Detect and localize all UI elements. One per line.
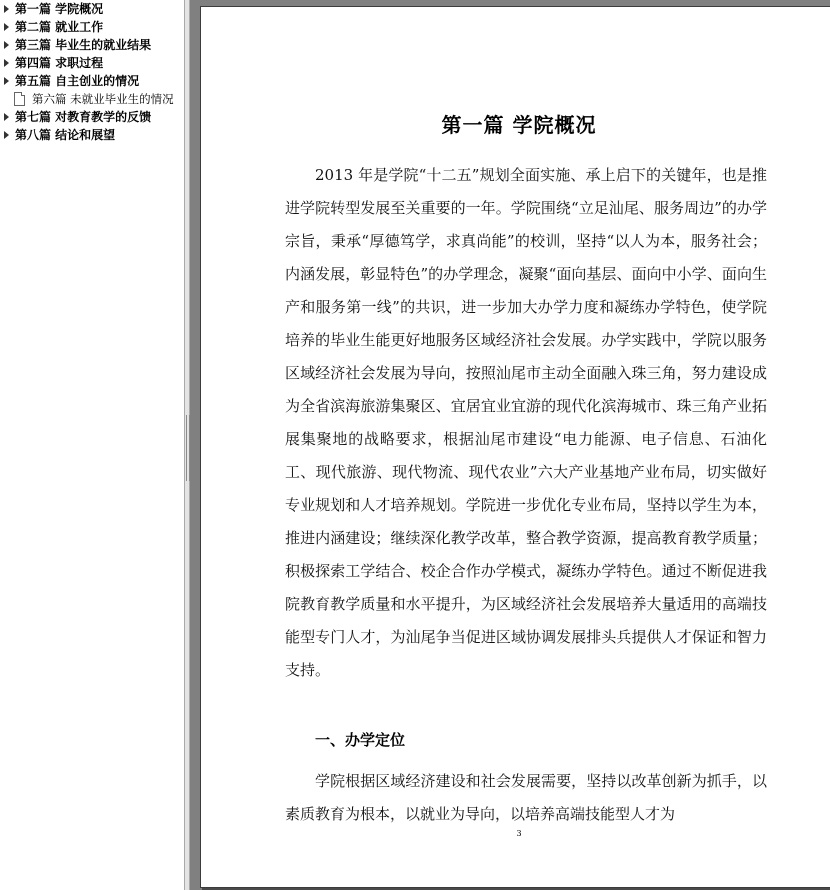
bookmark-item[interactable] <box>0 36 184 54</box>
bookmark-item[interactable] <box>0 90 184 108</box>
bookmark-label: 第八篇 结论和展望 <box>15 128 116 142</box>
bookmark-item[interactable] <box>0 18 184 36</box>
bookmark-item[interactable] <box>0 0 184 18</box>
section-heading: 一、办学定位 <box>315 731 406 749</box>
expand-triangle-icon[interactable] <box>4 131 9 139</box>
body-paragraph: 2013 年是学院“十二五”规划全面实施、承上启下的关键年，也是推进学院转型发展至关重要的一年。学院围绕“立足汕尾、服务周边”的办学宗旨，秉承“厚德笃学，求真尚能”的校训，坚持“以人为本，服务社会；内涵发展，彰显特色”的办学理念，凝聚“面向基层、面向中小学、面向生产和服务第一线”的共识，进一步加大办学力度和凝练办学特色，使学院培养的毕业生能更好地服务区域经济社会发展。办学实践中，学院以服务区域经济社会发展为导向，按照汕尾市主动全面融入珠三角，努力建设成为全省滨海旅游集聚区、宜居宜业宜游的现代化滨海城市、珠三角产业拓展集聚地的战略要求，根据汕尾市建设“电力能源、电子信息、石油化工、现代旅游、现代物流、现代农业”六大产业基地产业布局，切实做好专业规划和人才培养规划。学院进一步优化专业布局，坚持以学生为本，推进内涵建设；继续深化教学改革，整合教学资源，提高教育教学质量；积极探索工学结合、校企合作办学模式，凝练办学特色。通过不断促进我院教育教学质量和水平提升，为区域经济社会发展培养大量适用的高端技能型专门人才，为汕尾争当促进区域协调发展排头兵提供人才保证和智力支持。 <box>285 166 767 679</box>
page-number: 3 <box>516 829 522 838</box>
expand-triangle-icon[interactable] <box>4 59 9 67</box>
bookmark-item[interactable] <box>0 72 184 90</box>
body-paragraph: 学院根据区域经济建设和社会发展需要，坚持以改革创新为抓手，以素质教育为根本，以就业为导向，以培养高端技能型人才为 <box>285 772 767 823</box>
bookmark-label: 第四篇 求职过程 <box>15 56 104 70</box>
bookmark-label: 第三篇 毕业生的就业结果 <box>15 38 152 52</box>
document-viewer[interactable] <box>190 0 830 890</box>
bookmark-label: 第二篇 就业工作 <box>15 20 104 34</box>
bookmarks-panel <box>0 0 184 890</box>
document-page-icon <box>14 92 25 106</box>
bookmark-item[interactable] <box>0 108 184 126</box>
page-title: 第一篇 学院概况 <box>441 113 597 137</box>
bookmark-item[interactable] <box>0 54 184 72</box>
document-page <box>200 6 830 888</box>
bookmark-label: 第六篇 未就业毕业生的情况 <box>32 92 174 106</box>
expand-triangle-icon[interactable] <box>4 41 9 49</box>
expand-triangle-icon[interactable] <box>4 77 9 85</box>
expand-triangle-icon[interactable] <box>4 113 9 121</box>
expand-triangle-icon[interactable] <box>4 5 9 13</box>
bookmark-label: 第一篇 学院概况 <box>15 2 104 16</box>
bookmark-label: 第五篇 自主创业的情况 <box>15 74 140 88</box>
expand-triangle-icon[interactable] <box>4 23 9 31</box>
bookmark-item[interactable] <box>0 126 184 144</box>
bookmark-label: 第七篇 对教育教学的反馈 <box>15 110 152 124</box>
